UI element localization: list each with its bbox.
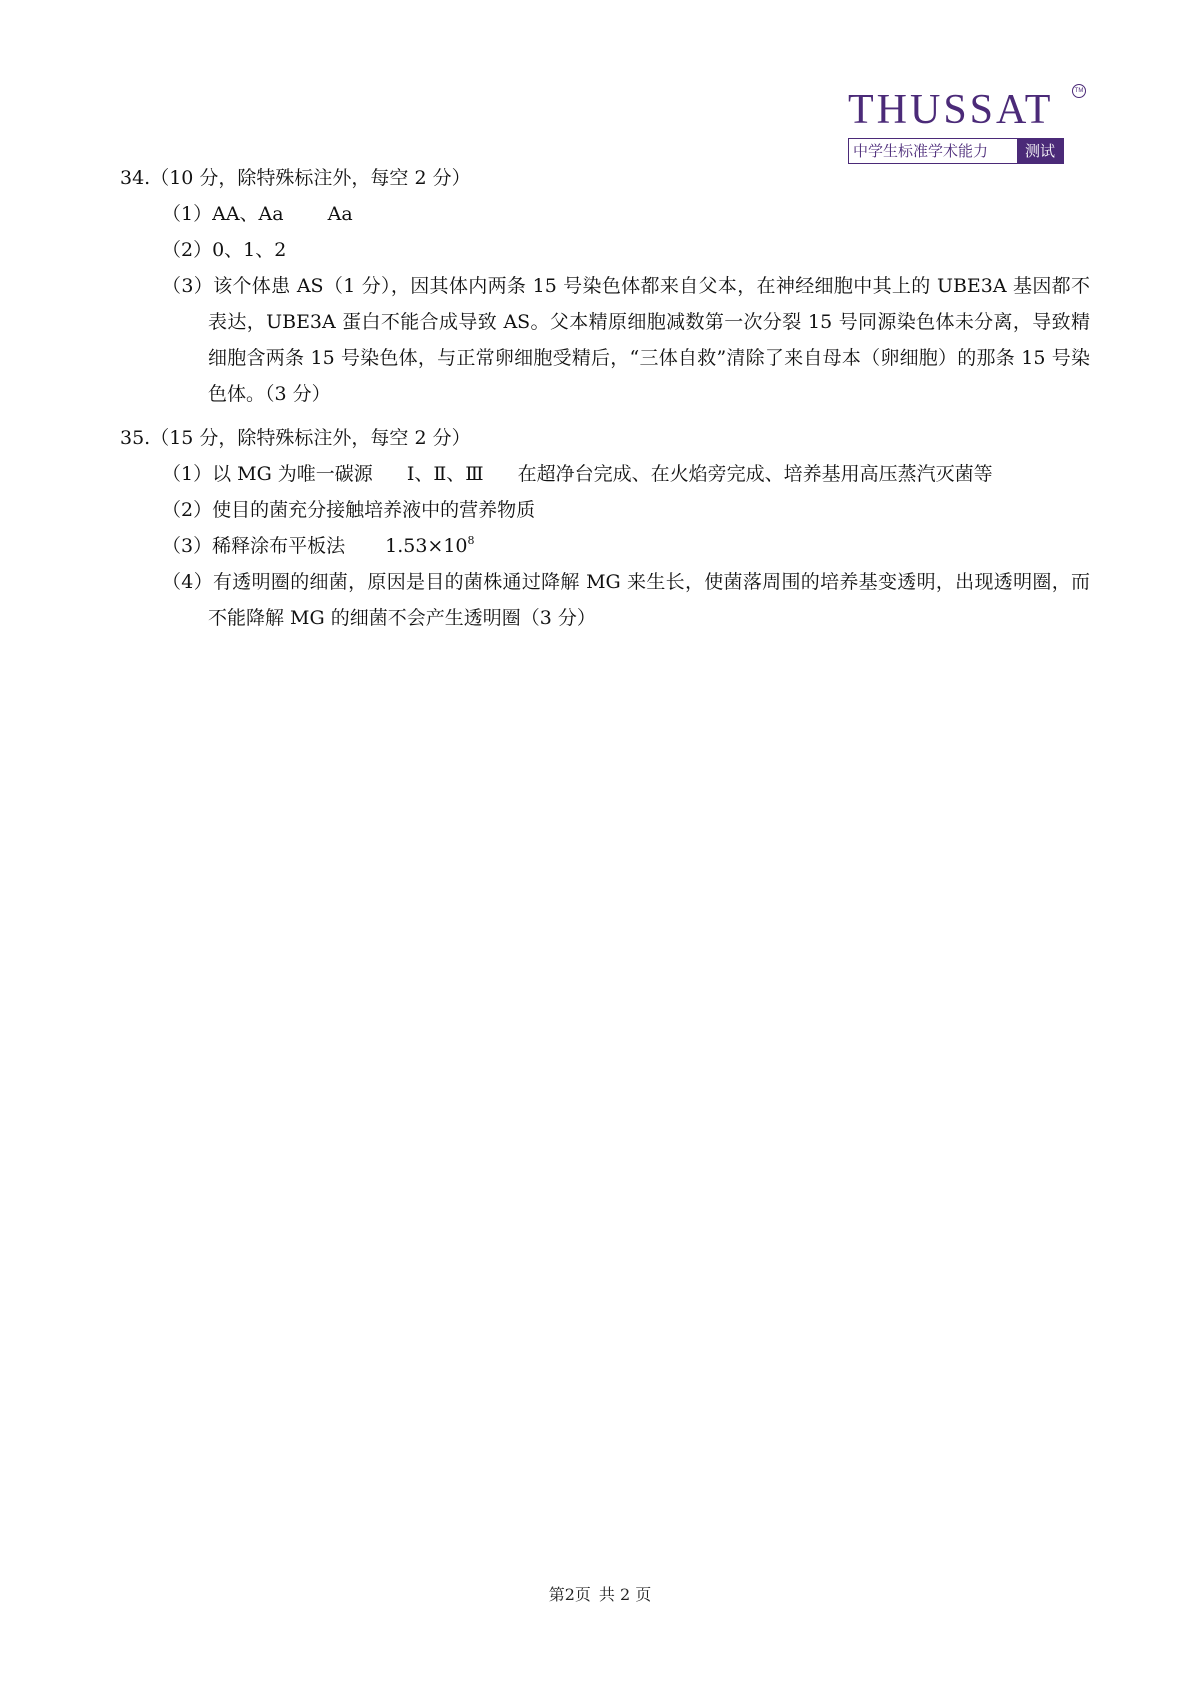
answer-text: AA、Aa bbox=[212, 203, 284, 225]
answer-text: Ⅰ、Ⅱ、Ⅲ bbox=[406, 463, 484, 485]
question-35-header: 35.（15 分，除特殊标注外，每空 2 分） bbox=[120, 427, 471, 449]
item-label: （1） bbox=[162, 203, 213, 225]
item-label: （3） bbox=[162, 275, 214, 297]
q35-item-3 bbox=[120, 528, 1090, 564]
thussat-logo bbox=[848, 84, 1084, 168]
page-footer bbox=[0, 1582, 1200, 1605]
answer-text: 使目的菌充分接触培养液中的营养物质 bbox=[212, 499, 536, 521]
answer-content bbox=[120, 160, 1090, 636]
item-label: （2） bbox=[162, 499, 213, 521]
answer-text: 以 MG 为唯一碳源 bbox=[212, 463, 373, 485]
q34-item-1 bbox=[120, 196, 1090, 232]
answer-text: 0、1、2 bbox=[212, 239, 287, 261]
q35-item-1 bbox=[120, 456, 1090, 492]
q35-item-4 bbox=[120, 564, 1090, 636]
trademark-mark: TM bbox=[1072, 84, 1086, 98]
answer-text: Aa bbox=[327, 203, 353, 225]
exponent: 8 bbox=[467, 534, 475, 547]
answer-text: 在超净台完成、在火焰旁完成、培养基用高压蒸汽灭菌等 bbox=[517, 463, 993, 485]
item-label: （4） bbox=[162, 571, 213, 593]
q34-item-3 bbox=[120, 268, 1090, 412]
q34-item-2 bbox=[120, 232, 1090, 268]
item-label: （3） bbox=[162, 535, 213, 557]
question-34 bbox=[120, 160, 1090, 412]
item-label: （2） bbox=[162, 239, 213, 261]
q35-item-2 bbox=[120, 492, 1090, 528]
logo-subtitle: 中学生标准学术能力 bbox=[849, 139, 1017, 163]
answer-text: 稀释涂布平板法 bbox=[212, 535, 346, 557]
logo-title: THUSSAT bbox=[848, 87, 1054, 133]
answer-text: 该个体患 AS（1 分），因其体内两条 15 号染色体都来自父本，在神经细胞中其上的 UBE3A 基因都不表达，UBE3A 蛋白不能合成导致 AS。父本精原细胞减数第一次分裂 15 号同源染色体未分离，导致精细胞含两条 15 号染色体，与正常卵细胞受精后，“三体自救”清除了来自母本（卵细胞）的那条 15 号染色体。（3 分） bbox=[208, 275, 1090, 405]
page-number: 第2页 bbox=[548, 1585, 591, 1604]
answer-text: 1.53×10 bbox=[385, 535, 468, 557]
question-35 bbox=[120, 420, 1090, 636]
answer-text: 有透明圈的细菌，原因是目的菌株通过降解 MG 来生长，使菌落周围的培养基变透明，出现透明圈，而不能降解 MG 的细菌不会产生透明圈（3 分） bbox=[208, 571, 1090, 629]
logo-tag: 测试 bbox=[1017, 139, 1063, 163]
question-34-header: 34.（10 分，除特殊标注外，每空 2 分） bbox=[120, 167, 471, 189]
page-total: 共 2 页 bbox=[598, 1585, 652, 1604]
item-label: （1） bbox=[162, 463, 213, 485]
